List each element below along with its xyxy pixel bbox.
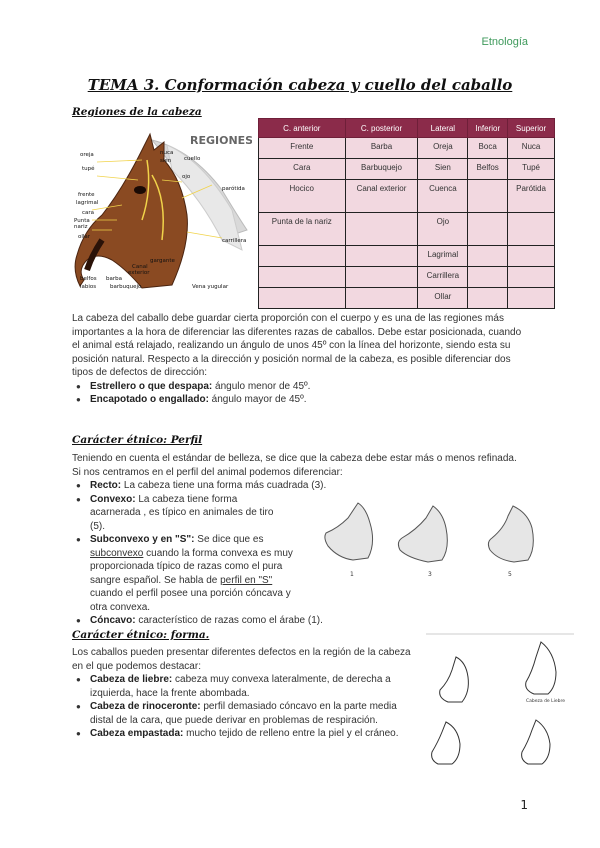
regions-heading: Regiones de la cabeza xyxy=(72,106,202,118)
table-header: Inferior xyxy=(468,119,508,138)
table-cell: Canal exterior xyxy=(345,180,418,213)
svg-text:oreja: oreja xyxy=(80,152,94,158)
table-cell xyxy=(468,213,508,246)
table-row xyxy=(259,138,555,159)
table-header: Superior xyxy=(508,119,555,138)
table-cell: Cara xyxy=(259,159,346,180)
list-item xyxy=(72,614,528,628)
definition: cuando la forma convexa es muy proporcionada típico de razas como el pura sangre español. Se habla de xyxy=(90,547,293,586)
svg-text:exterior: exterior xyxy=(128,270,150,276)
svg-text:parótida: parótida xyxy=(222,186,245,192)
svg-text:cara: cara xyxy=(82,210,95,216)
svg-text:lagrimal: lagrimal xyxy=(76,200,99,206)
table-row xyxy=(259,288,555,309)
svg-text:sien: sien xyxy=(160,158,172,164)
definition: cabeza muy convexa lateralmente, de derecha a izquierda, hace la frente abombada. xyxy=(90,674,391,699)
table-header: C. posterior xyxy=(345,119,418,138)
figure-number: 1 xyxy=(350,571,354,578)
table-header: C. anterior xyxy=(259,119,346,138)
svg-text:REGIONES: REGIONES xyxy=(190,134,252,147)
regions-table xyxy=(258,118,555,309)
term: Convexo: xyxy=(90,493,136,505)
definition: mucho tejido de relleno entre la piel y el cráneo. xyxy=(183,728,399,739)
table-cell xyxy=(508,288,555,309)
svg-text:ojo: ojo xyxy=(182,174,191,180)
table-cell: Cuenca xyxy=(418,180,468,213)
horse-heads-illustration xyxy=(426,632,574,772)
list-item xyxy=(72,700,412,727)
table-row xyxy=(259,267,555,288)
svg-text:gargante: gargante xyxy=(150,258,175,264)
horse-profiles-illustration xyxy=(318,498,558,580)
svg-text:belfos: belfos xyxy=(80,276,97,282)
table-header-row xyxy=(259,119,555,138)
svg-text:Punta: Punta xyxy=(74,218,90,224)
table-row xyxy=(259,180,555,213)
table-cell xyxy=(345,288,418,309)
horse-head-regions-figure xyxy=(72,120,252,292)
table-cell xyxy=(468,267,508,288)
form-figures xyxy=(426,632,574,772)
svg-text:barba: barba xyxy=(106,276,122,282)
figure-caption: Cabeza de Liebre xyxy=(526,699,566,704)
list-item xyxy=(72,380,528,394)
form-defects-list xyxy=(72,673,412,741)
table-cell xyxy=(259,267,346,288)
table-cell xyxy=(508,246,555,267)
table-cell: Hocico xyxy=(259,180,346,213)
list-item xyxy=(72,493,290,534)
table-cell xyxy=(259,246,346,267)
table-cell xyxy=(468,180,508,213)
table-cell: Carrillera xyxy=(418,267,468,288)
profile-heading: Carácter étnico: Perfil xyxy=(72,434,203,446)
table-cell: Lagrimal xyxy=(418,246,468,267)
definition: subconvexo xyxy=(90,547,144,559)
table-cell xyxy=(508,213,555,246)
svg-text:Canal: Canal xyxy=(132,264,148,270)
term: Subconvexo y en "S": xyxy=(90,534,195,545)
table-cell xyxy=(345,213,418,246)
profile-figures xyxy=(318,498,558,580)
term: Cabeza de liebre: xyxy=(90,674,173,685)
subject-label: Etnología xyxy=(481,36,528,48)
definition: perfil demasiado cóncavo en la parte media distal de la cara, que puede derivar en problemas de respiración. xyxy=(90,701,397,726)
list-item xyxy=(72,479,528,493)
table-cell: Belfos xyxy=(468,159,508,180)
term: Estrellero o que despapa: xyxy=(90,380,213,392)
horse-head-illustration xyxy=(72,120,252,292)
svg-text:Vena yugular: Vena yugular xyxy=(192,284,229,290)
definition: ángulo mayor de 45º. xyxy=(208,394,307,405)
page-title: TEMA 3. Conformación cabeza y cuello del caballo xyxy=(87,76,513,94)
svg-text:nariz: nariz xyxy=(74,224,88,230)
table-cell xyxy=(508,267,555,288)
table-cell xyxy=(468,246,508,267)
term: Recto: xyxy=(90,480,122,491)
definition: La cabeza tiene forma acarnerada , es típico en animales de tiro (5). xyxy=(90,493,274,532)
definition: ángulo menor de 45º. xyxy=(212,380,311,392)
svg-text:cuello: cuello xyxy=(184,156,201,162)
svg-text:frente: frente xyxy=(78,192,95,198)
table-cell xyxy=(345,246,418,267)
svg-text:ollar: ollar xyxy=(78,234,91,240)
table-cell: Frente xyxy=(259,138,346,159)
term: Cabeza de rinoceronte: xyxy=(90,701,201,712)
figure-number: 5 xyxy=(508,571,512,578)
form-intro: Los caballos pueden presentar diferentes defectos en la región de la cabeza en el que podemos destacar: xyxy=(72,647,411,672)
table-cell: Oreja xyxy=(418,138,468,159)
svg-text:tupé: tupé xyxy=(82,166,95,172)
definition: cuando el perfil posee una porción cóncava y otra convexa. xyxy=(90,588,291,613)
table-header: Lateral xyxy=(418,119,468,138)
table-cell: Ollar xyxy=(418,288,468,309)
definition: característico de razas como el árabe (1). xyxy=(135,615,323,626)
direction-defects-list xyxy=(72,380,528,407)
svg-text:nuca: nuca xyxy=(160,150,174,156)
figure-number: 3 xyxy=(428,571,432,578)
definition: La cabeza tiene una forma más cuadrada (3). xyxy=(121,480,327,491)
table-cell: Boca xyxy=(468,138,508,159)
table-cell: Tupé xyxy=(508,159,555,180)
svg-text:labios: labios xyxy=(80,284,97,290)
table-row xyxy=(259,213,555,246)
table-row xyxy=(259,246,555,267)
svg-text:barbuquejo: barbuquejo xyxy=(110,284,142,290)
table-row xyxy=(259,159,555,180)
table-cell: Barbuquejo xyxy=(345,159,418,180)
page-number: 1 xyxy=(520,798,528,812)
table-cell: Ojo xyxy=(418,213,468,246)
definition: perfil en "S" xyxy=(220,574,273,586)
term: Encapotado o engallado: xyxy=(90,394,209,405)
table-cell: Punta de la nariz xyxy=(259,213,346,246)
term: Cóncavo: xyxy=(90,615,136,626)
table-cell xyxy=(345,267,418,288)
profile-intro: Teniendo en cuenta el estándar de belleza, se dice que la cabeza debe estar más o menos refinada. Si nos centramos en el perfil del animal podemos diferenciar: xyxy=(72,453,517,478)
list-item xyxy=(72,727,412,741)
table-cell: Sien xyxy=(418,159,468,180)
table-cell: Parótida xyxy=(508,180,555,213)
intro-paragraph: La cabeza del caballo debe guardar cierta proporción con el cuerpo y es una de las regiones más importantes a la hora de diferenciar las diferentes razas de caballos. Debe estar posicionada, cuando el animal está relajado, realizando un ángulo de unos 45º con la línea del horizonte, siendo esta su posición natural. Respecto a la dirección y posición normal de la cabeza, es posible diferenciar dos tipos de defectos de dirección: xyxy=(72,313,522,378)
definition: Se dice que es xyxy=(194,534,264,545)
table-cell xyxy=(259,288,346,309)
term: Cabeza empastada: xyxy=(90,728,184,739)
table-cell: Barba xyxy=(345,138,418,159)
table-cell: Nuca xyxy=(508,138,555,159)
svg-text:carrillera: carrillera xyxy=(222,238,247,244)
list-item xyxy=(72,393,528,407)
form-heading: Carácter étnico: forma. xyxy=(72,629,210,641)
table-cell xyxy=(468,288,508,309)
list-item xyxy=(72,673,412,700)
